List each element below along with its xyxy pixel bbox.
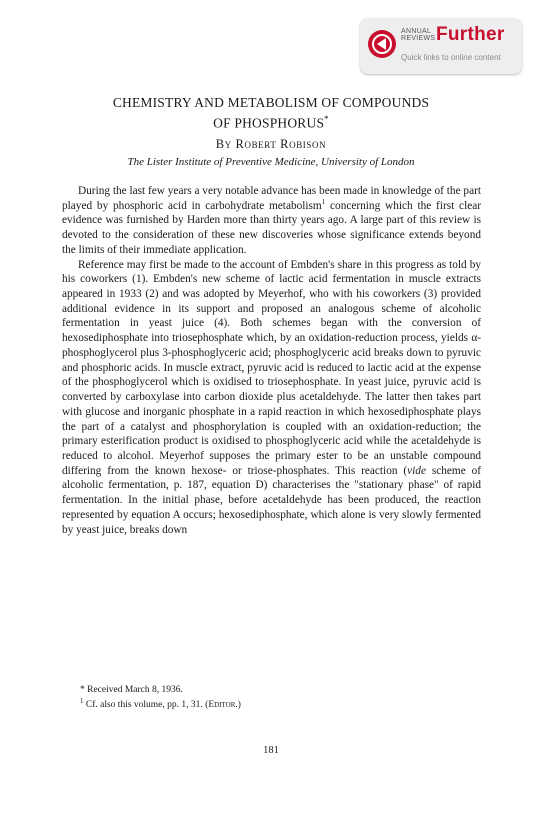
article-title-line2 [60, 111, 482, 132]
further-badge[interactable] [360, 18, 522, 74]
footnote-1: $^1$ Cf. also this volume, pp. 1, 31. (Editor.) [80, 696, 241, 710]
paragraph-1: During the last few years a very notable advance has been made in knowledge of the part played by phosphoric acid in carbohydrate metabolism$^1$ concerning which the first clear evidence was furnished by Harden more than thirty years ago. A large part of this review is devoted to the consideration of these new discoveries whose significance extends beyond the limits of their immediate application. [62, 185, 481, 256]
vide-italic: vide [407, 464, 426, 477]
title-text: OF PHOSPHORUS [213, 115, 325, 131]
further-label[interactable]: Further [436, 24, 505, 45]
annual-reviews-logo-icon [368, 30, 396, 58]
article-title-line1: CHEMISTRY AND METABOLISM OF COMPOUNDS [112, 95, 430, 110]
article-body [62, 184, 481, 537]
page-number: 181 [263, 745, 279, 756]
paragraph-2: Reference may first be made to the account of Embden's share in this progress as told by his coworkers (1). Embden's new scheme of lactic acid fermentation in muscle extracts appeared in 1933 (2) and was adopted by Meyerhof, who with his coworkers (3) provided additional evidence in its support and proposed an analogous scheme of alcoholic fermentation in yeast juice (4). Both schemes began with the conversion of hexosediphosphate into triosephosphate which, by an oxidation-reduction process, yields α-phosphoglycerol plus 3-phosphoglyceric acid; phosphoglyceric acid breaks down to pyruvic and phosphoric acids. In muscle extract, pyruvic acid is reduced to lactic acid at the expense of the phosphoglycerol which is oxidised to triosephosphate. In yeast juice, pyruvic acid is converted by carboxylase into carbon dioxide plus acetaldehyde. The latter then takes part with glucose and inorganic phosphate in a rapid reaction in which hexosediphosphate plays the part of a catalyst and phosphorylation is coupled with an oxidation-reduction; the primary esterification product is oxidised to phosphoglyceric acid while the acetaldehyde is reduced to alcohol. Meyerhof supposes the primary ester to be an unstable compound differing from the known hexose- or triose-phosphates. This reaction (vide scheme of alcoholic fermentation, p. 187, equation D) characterises the "stationary phase" of rapid fermentation. In the initial phase, before acetaldehyde has been produced, the reaction represented by equation A occurs; hexosediphosphate, which alone is very slowly fermented by yeast juice, breaks down [62, 258, 481, 536]
badge-tagline: Quick links to online content [401, 53, 501, 62]
footnote-1-mark: 1 [80, 696, 84, 705]
footnote-ref-1: 1 [321, 197, 326, 206]
title-footnote-mark: * [324, 114, 329, 124]
affiliation: The Lister Institute of Preventive Medicine, University of London [127, 156, 415, 168]
footnote-received: * Received March 8, 1936. [80, 685, 183, 695]
publisher-name: ANNUAL REVIEWS [401, 28, 436, 42]
author-byline: By Robert Robison [215, 137, 327, 151]
